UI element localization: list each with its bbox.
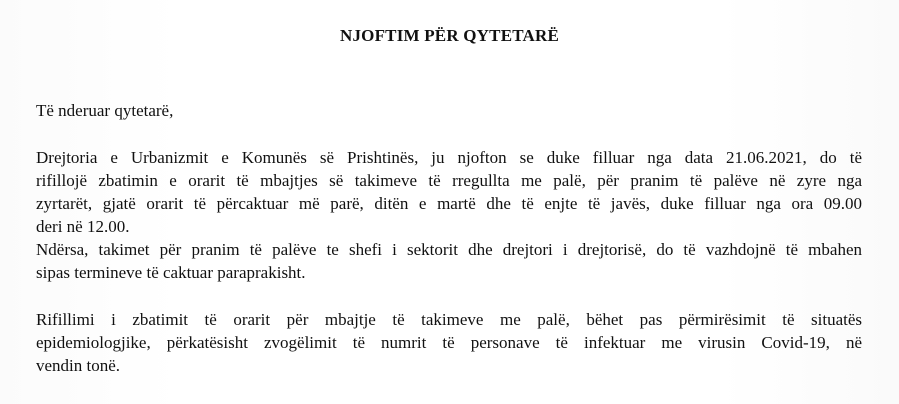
document-title: NJOFTIM PËR QYTETARË: [339, 26, 560, 45]
paragraph-3: [36, 308, 862, 377]
paragraph-2-line: sipas termineve të caktuar paraprakisht.: [36, 263, 306, 282]
paragraph-1-line: rifillojë zbatimin e orarit të mbajtjes së takimeve të rregullta me palë, për pranim të palëve në zyre nga: [36, 171, 862, 190]
paragraph-1-line: deri në 12.00.: [36, 217, 130, 236]
document-body: [36, 99, 862, 377]
paragraph-2-line: Ndërsa, takimet për pranim të palëve te shefi i sektorit dhe drejtori i drejtorisë, do të vazhdojnë të mbahen: [36, 240, 862, 259]
paragraph-1: [36, 146, 862, 238]
paragraph-3-line: epidemiologjike, përkatësisht zvogëlimit të numrit të personave të infektuar me virusin Covid-19, në: [36, 333, 862, 352]
paragraph-3-line: Rifillimi i zbatimit të orarit për mbajtje të takimeve me palë, bëhet pas përmirësimit të situatës: [36, 310, 862, 329]
paragraph-1-line: zyrtarët, gjatë orarit të përcaktuar më parë, ditën e martë dhe të enjte të javës, duke filluar nga ora 09.00: [36, 194, 862, 213]
paragraph-2: [36, 238, 862, 284]
paragraph-3-line: vendin tonë.: [36, 356, 121, 375]
greeting: Të nderuar qytetarë,: [36, 101, 174, 120]
paragraph-1-line: Drejtoria e Urbanizmit e Komunës së Prishtinës, ju njofton se duke filluar nga data 21.06.2021, do të: [36, 148, 862, 167]
